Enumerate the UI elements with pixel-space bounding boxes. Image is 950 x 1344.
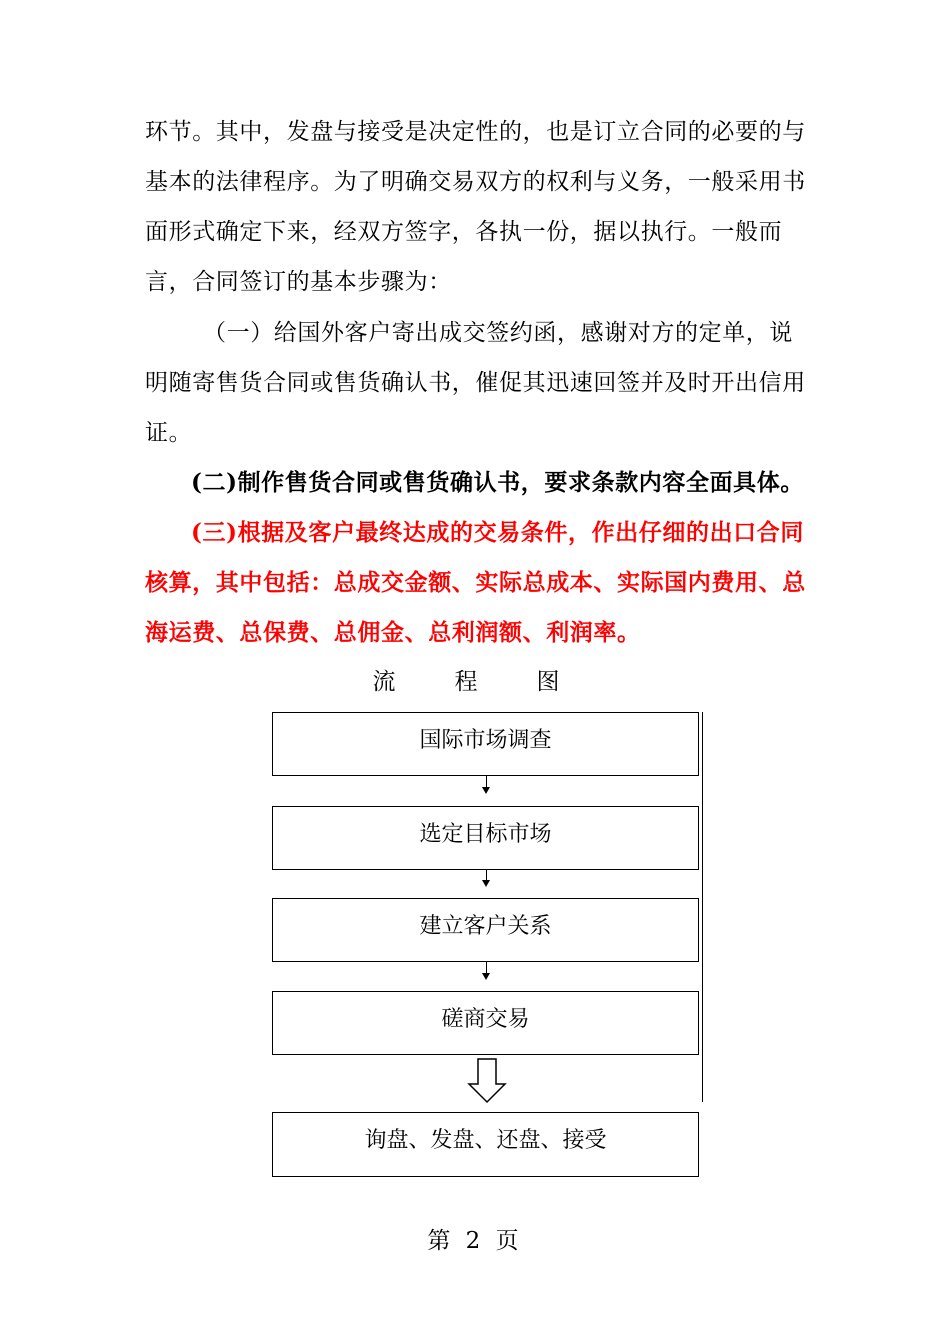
flow-step-label: 磋商交易 [441,1007,530,1032]
arrow-down-icon [482,787,490,794]
page-number: 第 2 页 [427,1228,523,1254]
flow-step-offer-process [272,1112,699,1177]
paragraph-step-3: (三)根据及客户最终达成的交易条件，作出仔细的出口合同核算，其中包括：总成交金额、实际总成本、实际国内费用、总海运费、总保费、总佣金、总利润额、利润率。 [145,519,806,646]
flow-step-market-research [272,712,699,776]
paragraph-step-1: （一）给国外客户寄出成交签约函，感谢对方的定单，说明随寄售货合同或售货确认书，催促其迅速回签并及时开出信用证。 [145,320,806,446]
paragraph-intro: 环节。其中，发盘与接受是决定性的，也是订立合同的必要的与基本的法律程序。为了明确交易双方的权利与义务，一般采用书面形式确定下来，经双方签字，各执一份，据以执行。一般而言，合同签订的基本步骤为： [145,119,806,295]
flow-step-customer-relations [272,898,699,962]
flow-step-label: 国际市场调查 [419,728,552,753]
arrow-down-icon [482,973,490,980]
flow-step-label: 建立客户关系 [419,914,552,939]
hollow-arrow-down-icon [467,1058,507,1104]
flow-step-label: 选定目标市场 [419,822,552,847]
flow-step-label: 询盘、发盘、还盘、接受 [364,1128,607,1153]
arrow-down-icon [482,880,490,887]
flowchart-side-line [702,712,703,1102]
flow-step-target-market [272,806,699,870]
flow-step-negotiation [272,991,699,1055]
flowchart-title: 流 程 图 [372,669,578,695]
paragraph-step-2: (二)制作售货合同或售货确认书，要求条款内容全面具体。 [191,469,804,496]
